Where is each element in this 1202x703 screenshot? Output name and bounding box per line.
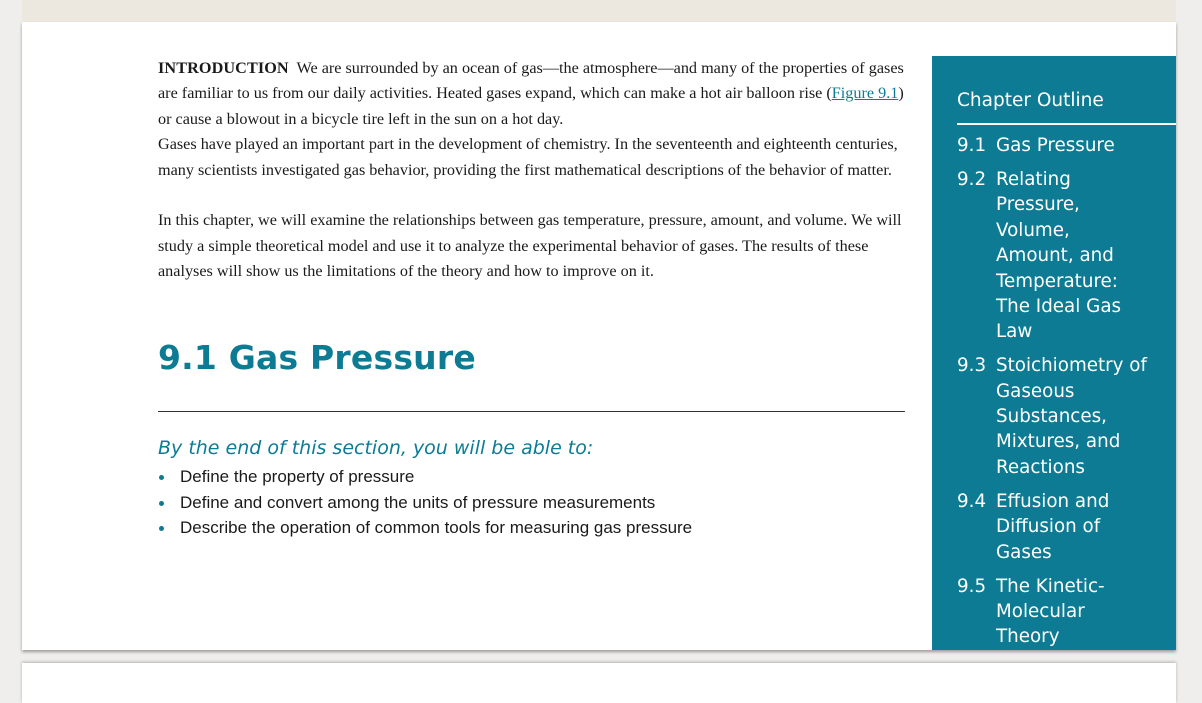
chapter-outline-panel: [932, 56, 1176, 650]
objective-item: Describe the operation of common tools for measuring gas pressure: [158, 515, 692, 541]
section-divider: [158, 411, 905, 412]
outline-item-label[interactable]: Gas Pressure: [996, 135, 1115, 156]
outline-item-number: 9.3: [957, 355, 987, 377]
learning-objectives-list: [158, 464, 692, 541]
intro-text: [158, 56, 906, 285]
figure-9-1-link[interactable]: Figure 9.1: [831, 84, 899, 103]
objective-item: Define and convert among the units of pressure measurements: [158, 490, 692, 516]
outline-item-9-1[interactable]: [957, 133, 1162, 158]
intro-paragraph-1-text: We are surrounded by an ocean of gas—the atmosphere—and many of the properties of gases are familiar to us from our daily activities. Heated gases expand, which can make a hot air balloon rise (: [158, 59, 904, 103]
section-title: 9.1 Gas Pressure: [158, 338, 476, 377]
outline-item-label[interactable]: Relating Pressure, Volume, Amount, and Temperature: The Ideal Gas Law: [996, 168, 1122, 343]
intro-label: INTRODUCTION: [158, 59, 289, 77]
intro-paragraph-1-end: ) or cause a blowout in a bicycle tire left in the sun on a hot day.: [158, 84, 904, 128]
outline-item-label[interactable]: The Kinetic-Molecular Theory: [996, 575, 1105, 648]
outline-item-number: 9.5: [957, 575, 987, 597]
chapter-outline-title: Chapter Outline: [957, 90, 1104, 111]
outline-item-label[interactable]: Stoichiometry of Gaseous Substances, Mixtures, and Reactions: [996, 355, 1147, 478]
intro-paragraph-2: Gases have played an important part in the development of chemistry. In the seventeenth and eighteenth centuries, many scientists investigated gas behavior, providing the first mathematical descriptions of the behavior of matter.: [158, 135, 898, 179]
document-page: [22, 22, 1176, 650]
outline-item-number: 9.4: [957, 490, 987, 512]
intro-block: [158, 56, 906, 285]
outline-item-9-2[interactable]: [957, 167, 1162, 345]
paragraph-spacer: [158, 183, 906, 208]
outline-item-9-3[interactable]: [957, 353, 1162, 480]
outline-item-label[interactable]: Effusion and Diffusion of Gases: [996, 490, 1110, 563]
outline-item-number: 9.1: [957, 135, 987, 156]
chapter-outline-divider: [957, 123, 1176, 125]
intro-paragraph-1: [158, 56, 906, 132]
intro-paragraph-3: In this chapter, we will examine the relationships between gas temperature, pressure, amount, and volume. We will study a simple theoretical model and use it to analyze the experimental behavior of gases. The results of these analyses will show us the limitations of the theory and how to improve on it.: [158, 211, 902, 281]
outline-item-9-4[interactable]: [957, 489, 1162, 565]
outline-item-number: 9.2: [957, 168, 987, 190]
outline-item-9-5[interactable]: [957, 574, 1162, 650]
chapter-outline-list: [957, 133, 1162, 650]
objective-item: Define the property of pressure: [158, 464, 692, 490]
learning-objectives-heading: By the end of this section, you will be able to:: [158, 437, 594, 459]
next-page-edge: [22, 663, 1176, 703]
previous-page-edge: [22, 0, 1176, 22]
